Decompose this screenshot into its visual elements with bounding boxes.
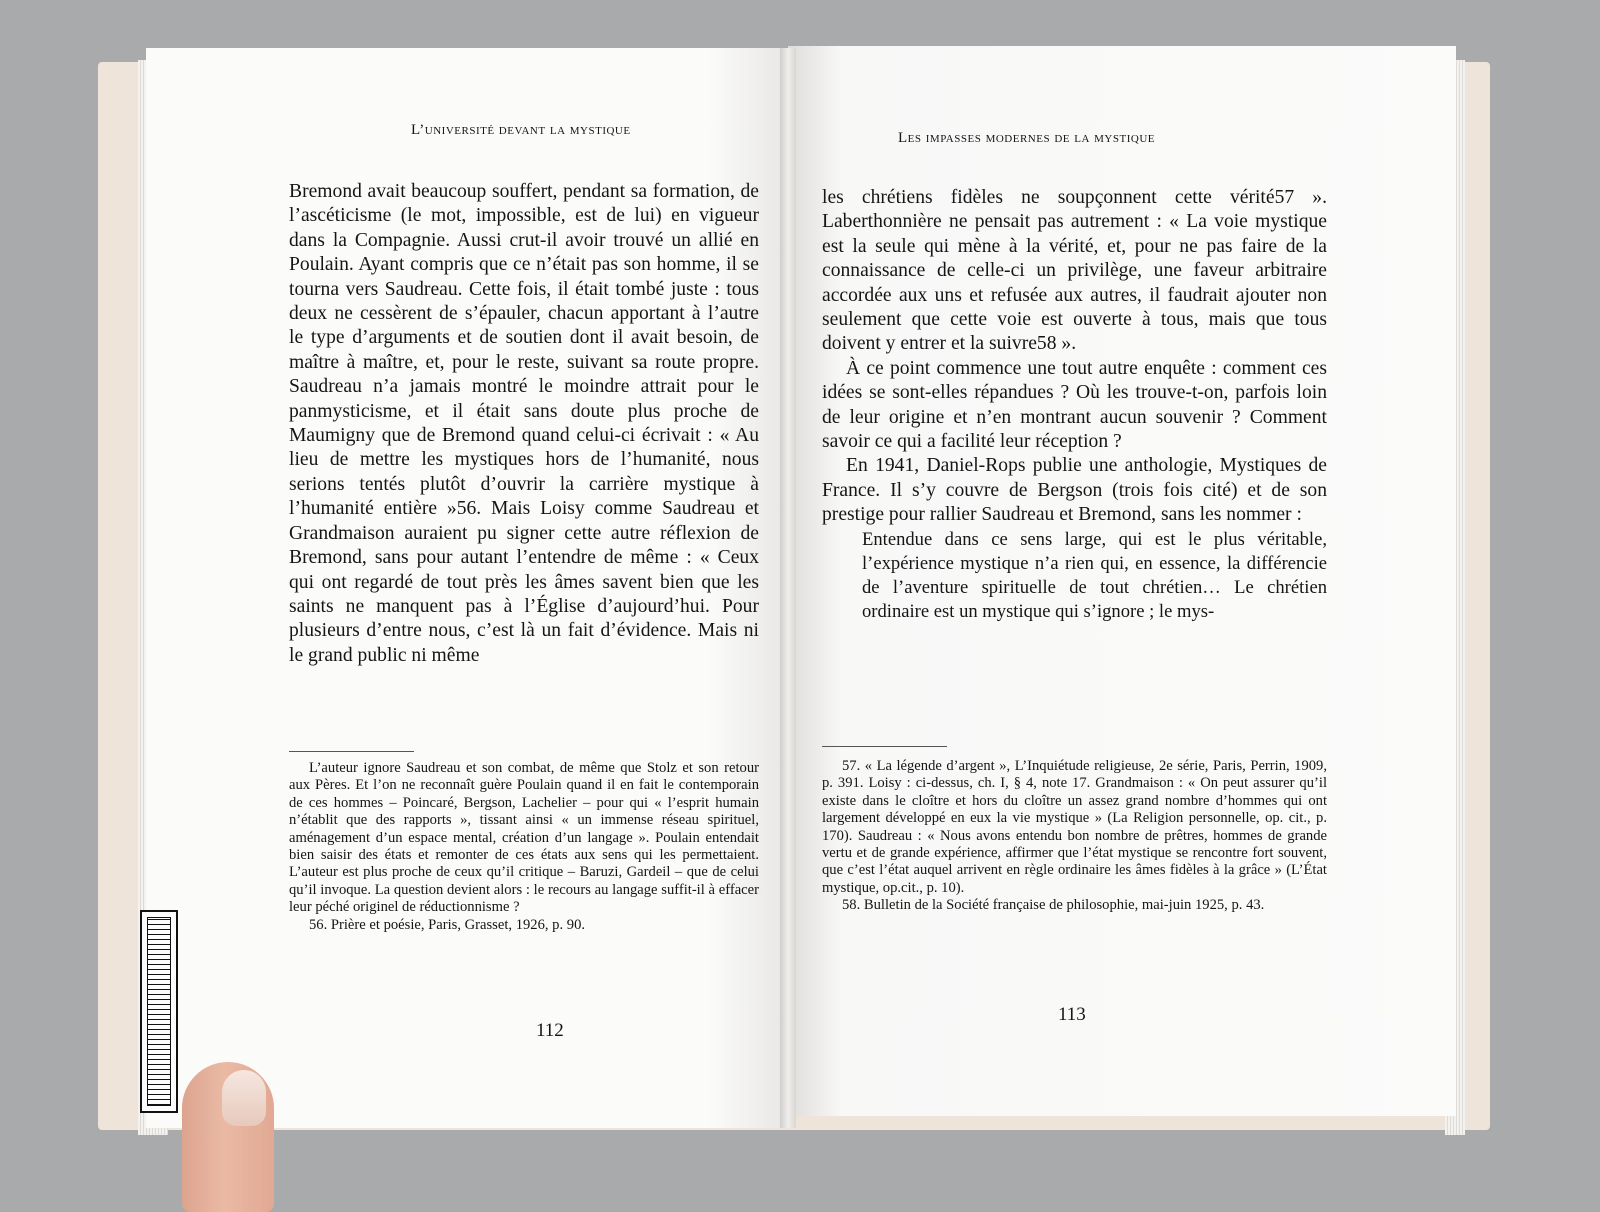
left-footnote: L’auteur ignore Saudreau et son combat, de même que Stolz et son retour aux Pères. Et l’on ne reconnaît guère Poulain quand il en fait le contemporain de ces hommes – Poincaré, Bergson, Lachelier – pour qui « l’esprit humain n’établit que des rapports », tissant ainsi « un immense réseau spirituel, aménagement d’un espace mental, création d’un langage ». Poulain entendait bien saisir des états et remonter de ces états aux sens qui les permettaient. L’auteur est plus proche de ceux qu’il critique – Baruzi, Gardeil – que de celui qu’il invoque. La question devient alors : le recours au langage suffit-il à effacer leur péché originel de réductionnisme ?: [289, 760, 759, 916]
right-footnote: 58. Bulletin de la Société française de philosophie, mai-juin 1925, p. 43.: [842, 897, 1265, 914]
left-footnotes: [289, 760, 759, 934]
library-label-sticker: [140, 910, 178, 1113]
right-paragraph: À ce point commence une tout autre enquête : comment ces idées se sont-elles répandues ? Où les trouve-t-on, parfois loin de leur origine et n’en montrant aucun souvenir ? Comment savoir ce qui a facilité leur réception ?: [822, 357, 1327, 453]
block-quote: Entendue dans ce sens large, qui est le plus véritable, l’expérience mystique n’a rien qui, en essence, la différencie de l’aventure spirituelle de tout chrétien… Le chrétien ordinaire est un mystique qui s’ignore ; le mys-: [862, 528, 1327, 622]
right-paragraph: En 1941, Daniel-Rops publie une anthologie, Mystiques de France. Il s’y couvre de Bergson (trois fois cité) et de son prestige pour rallier Saudreau et Bremond, sans les nommer :: [822, 455, 1327, 526]
right-body-text: [822, 186, 1327, 624]
left-body-text: [289, 180, 759, 668]
right-page-number: 113: [1058, 1004, 1086, 1025]
right-page: [788, 46, 1456, 1116]
left-footnote: 56. Prière et poésie, Paris, Grasset, 1926, p. 90.: [309, 916, 586, 933]
right-footnote: 57. « La légende d’argent », L’Inquiétude religieuse, 2e série, Paris, Perrin, 1909, p. 391. Loisy : ci-dessus, ch. I, § 4, note 17. Grandmaison : « On peut assurer qu’il existe dans le cloître et hors du cloître un assez grand nombre d’hommes qui ont largement développé en eux la vie mystique » (La Religion personnelle, op. cit., p. 170). Saudreau : « Nous avons entendu bon nombre de prêtres, hommes de grande vertu et de grande expérience, affirmer que l’état mystique se rencontre fort souvent, que c’est l’état auquel arrivent en règle ordinaire les âmes fidèles à la grâce » (L’État mystique, op.cit., p. 10).: [822, 758, 1327, 896]
right-footnotes: [822, 758, 1327, 915]
right-paragraph: les chrétiens fidèles ne soupçonnent cette vérité57 ». Laberthonnière ne pensait pas autrement : « La voie mystique est la seule qui mène à la vérité, et, pour ne pas faire de la connaissance de celle-ci un privilège, une faveur arbitraire accordée aux uns et refusée aux autres, il faudrait ajouter non seulement que cette voie est ouverte à tous, mais que tous doivent y entrer et la suivre58 ».: [822, 187, 1327, 355]
right-footnote-rule: [822, 746, 947, 747]
left-footnote-rule: [289, 751, 414, 752]
left-paragraph: Bremond avait beaucoup souffert, pendant sa formation, de l’ascéticisme (le mot, impossible, est de lui) en vigueur dans la Compagnie. Aussi crut-il avoir trouvé un allié en Poulain. Ayant compris que ce n’était pas son homme, il se tourna vers Saudreau. Cette fois, il était tombé juste : tous deux ne cessèrent de s’épauler, chacun apportant à l’autre le type d’arguments et de soutien dont il avait besoin, de maître à maître, et, pour le reste, suivant sa route propre. Saudreau n’a jamais montré le moindre attrait pour le panmysticisme, et il était sans doute plus proche de Maumigny que de Bremond quand celui-ci écrivait : « Au lieu de mettre les mystiques hors de l’humanité, nous serions tentés plutôt d’ouvrir la carrière mystique à l’humanité entière »56. Mais Loisy comme Saudreau et Grandmaison auraient pu signer cette autre réflexion de Bremond, sans pour autant l’entendre de même : « Ceux qui ont regardé de tout près les âmes savent bien que les saints ne manquent pas à l’Église d’aujourd’hui. Pour plusieurs d’entre nous, c’est là un fait d’évidence. Mais ni le grand public ni même: [289, 181, 759, 666]
left-page-number: 112: [536, 1020, 564, 1041]
book-gutter: [780, 48, 796, 1128]
sticker-pattern: [147, 917, 171, 1106]
right-running-head: Les impasses modernes de la mystique: [898, 130, 1155, 146]
left-page: [146, 48, 786, 1128]
left-running-head: L’université devant la mystique: [411, 122, 631, 138]
thumbnail-nail: [222, 1070, 266, 1126]
